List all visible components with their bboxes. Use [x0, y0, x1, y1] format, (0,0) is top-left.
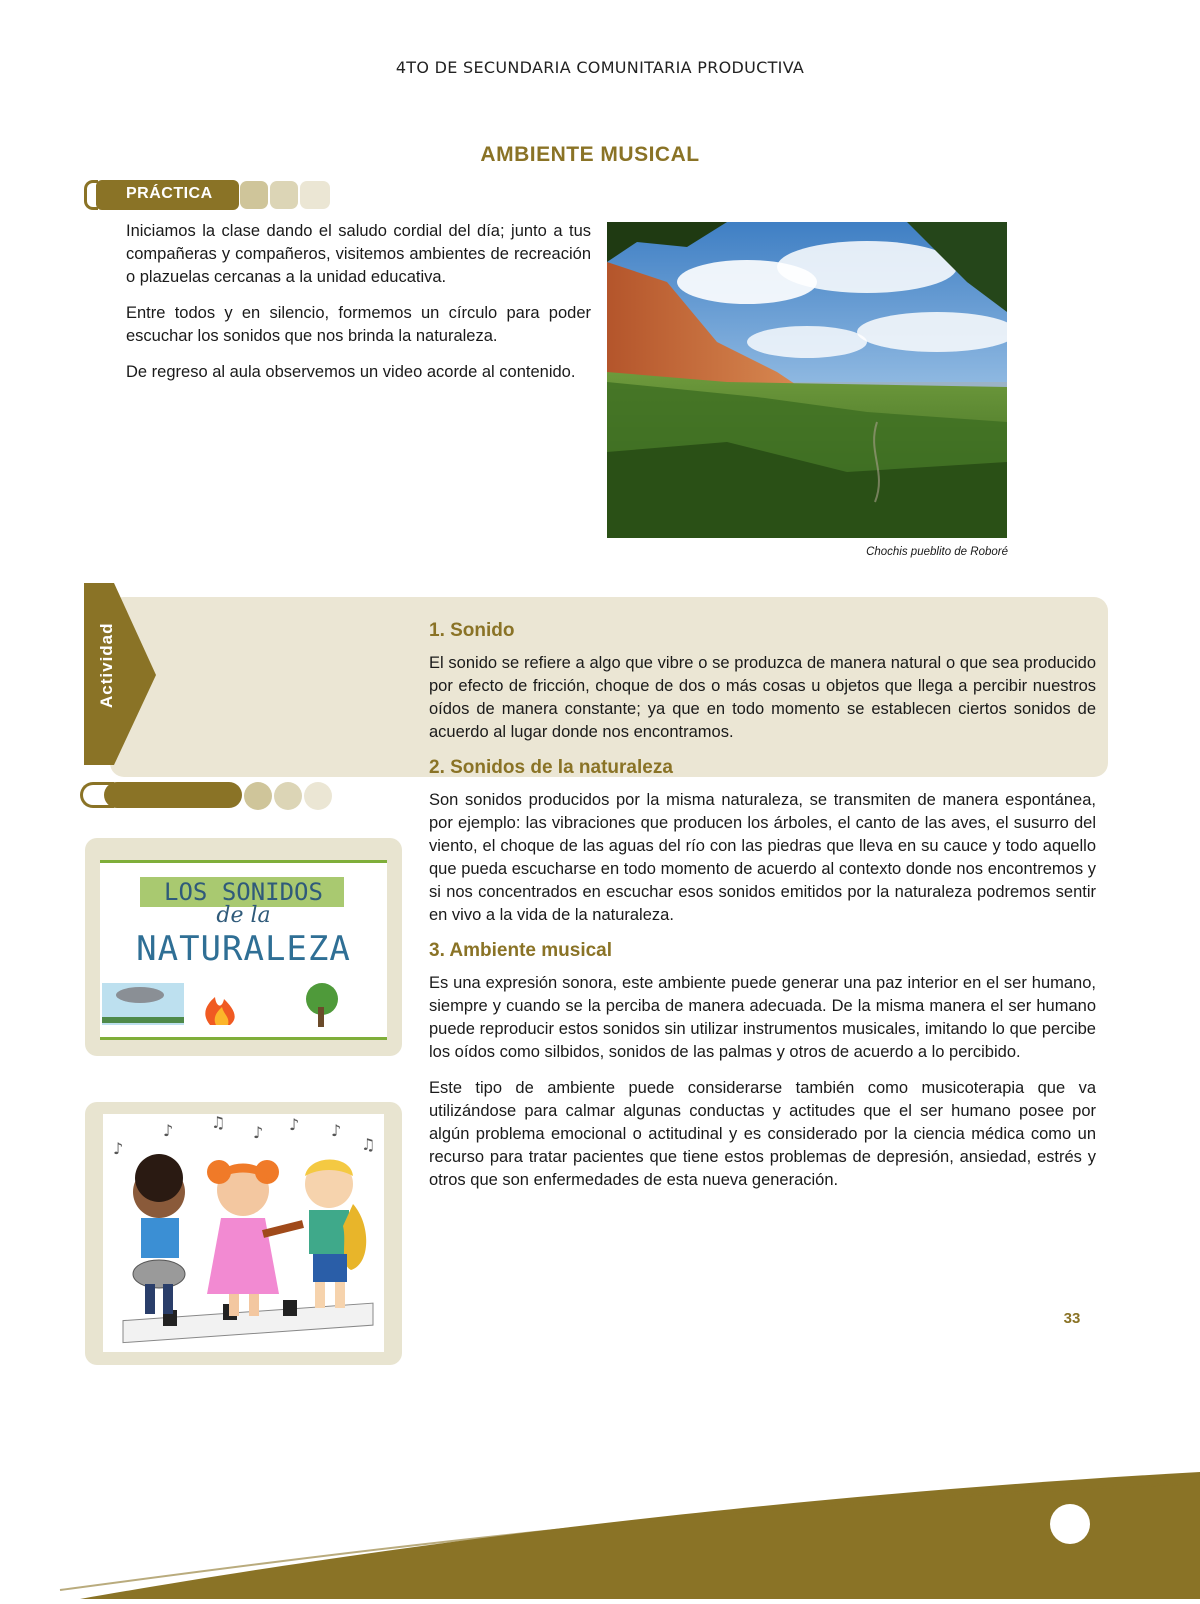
activity-tab [84, 583, 159, 765]
decorative-pill-bar [80, 780, 340, 810]
practica-label: PRÁCTICA [96, 180, 239, 210]
svg-text:♫: ♫ [361, 1135, 376, 1154]
teoria-text [429, 620, 1096, 1205]
practica-label-bar [84, 180, 334, 210]
section-ambiente-musical [429, 940, 1096, 1192]
section-paragraph: El sonido se refiere a algo que vibre o se produzca de manera natural o que sea producido por efecto de fricción, choque de dos o más cosas u objetos que llega a percibir nuestros oídos de manera constante; ya que en todo momento se establecen ciertos sonidos de acuerdo al lugar donde nos encontramos. [429, 654, 1096, 741]
page-number: 33 [1063, 1310, 1081, 1327]
poster-line2: de la [216, 903, 271, 928]
section-heading: 1. Sonido [429, 620, 515, 641]
practica-paragraph: Iniciamos la clase dando el saludo cordial del día; junto a tus compañeras y compañeros, visitemos ambientes de recreación o plazuelas cercanas a la unidad educativa. [126, 222, 591, 286]
section-paragraph: Son sonidos producidos por la misma naturaleza, se transmiten de manera espontánea, por ejemplo: las vibraciones que producen los árboles, el canto de las aves, el susurro del viento, el choque de las aguas del río con las piedras que lleva en su cauce y todo aquello que pueda escucharse en todo momento de acuerdo al contexto donde nos encontremos y si nos concentrados en escuchar esos sonidos emitidos por la naturaleza podremos sentir en vivo a la vida de la naturaleza. [429, 791, 1096, 924]
section-heading: 3. Ambiente musical [429, 940, 613, 961]
svg-text:♪: ♪ [163, 1121, 174, 1140]
kids-music-card [85, 1102, 402, 1365]
page-header: 4TO DE SECUNDARIA COMUNITARIA PRODUCTIVA [395, 58, 805, 77]
page-title: AMBIENTE MUSICAL [480, 143, 700, 166]
photo-caption: Chochis pueblito de Roboré [866, 546, 1008, 558]
landscape-photo [607, 222, 1007, 538]
practica-paragraph: Entre todos y en silencio, formemos un círculo para poder escuchar los sonidos que nos brinda la naturaleza. [126, 304, 591, 345]
poster-line1: LOS SONIDOS [164, 878, 323, 906]
svg-text:♪: ♪ [253, 1123, 264, 1142]
kids-music-illustration [103, 1114, 384, 1352]
footer-wave [0, 1440, 1200, 1599]
practica-paragraph: De regreso al aula observemos un video acorde al contenido. [126, 363, 576, 381]
section-heading: 2. Sonidos de la naturaleza [429, 757, 673, 778]
activity-label: Actividad [97, 622, 116, 708]
practica-text [126, 220, 591, 397]
svg-text:♪: ♪ [331, 1121, 342, 1140]
teoria-label: TEORÍA [140, 583, 200, 600]
nature-sounds-card [85, 838, 402, 1056]
poster-line3: NATURALEZA [136, 929, 351, 969]
svg-text:♪: ♪ [289, 1115, 300, 1134]
section-sonidos-naturaleza [429, 757, 1096, 927]
nature-sounds-poster [100, 860, 387, 1040]
svg-text:♪: ♪ [113, 1139, 124, 1158]
section-paragraph: Este tipo de ambiente puede considerarse también como musicoterapia que va utilizándose para calmar algunas conductas y actitudes que el ser humano posee por algún problema emocional o actitudinal y es considerado por la ciencia médica como un recurso para tratar pacientes que tiene estos problemas de depresión, ansiedad, estrés y otros que son enfermedades de esta nueva generación. [429, 1079, 1096, 1189]
section-sonido [429, 620, 1096, 744]
svg-text:♫: ♫ [211, 1114, 226, 1132]
section-paragraph: Es una expresión sonora, este ambiente puede generar una paz interior en el ser humano, siempre y cuando se la perciba de manera adecuada. De la misma manera el ser humano puede reproducir estos sonidos sin utilizar instrumentos musicales, imitando lo que percibe los oídos como silbidos, sonidos de las palmas y otros de acuerdo a lo percibido. [429, 974, 1096, 1061]
